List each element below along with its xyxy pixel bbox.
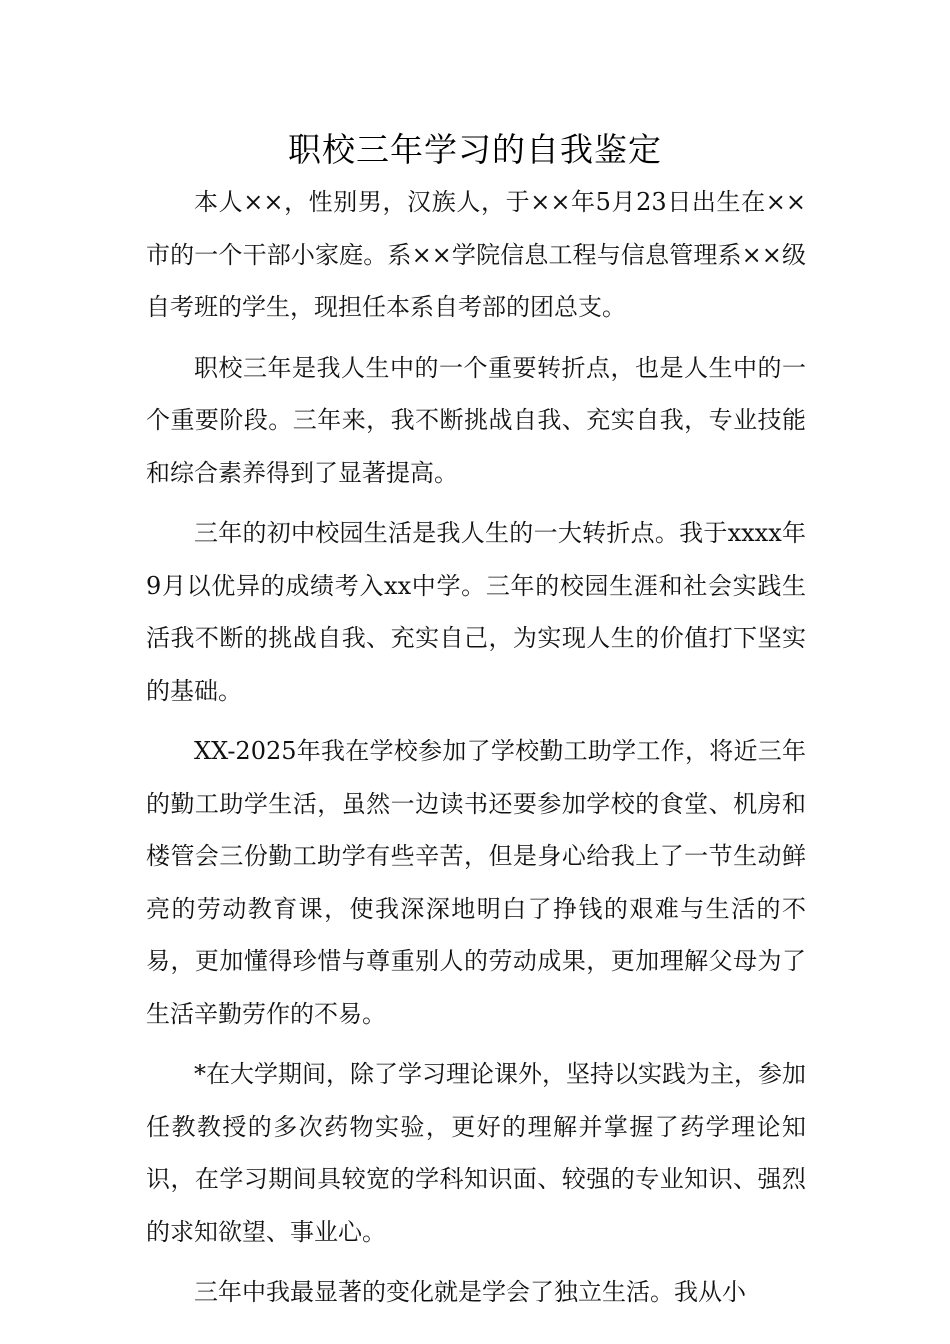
document-title: 职校三年学习的自我鉴定 bbox=[288, 130, 662, 169]
paragraph-independent-life: 三年中我最显著的变化就是学会了独立生活。我从小 bbox=[194, 1278, 746, 1306]
paragraph-middle-school: 三年的初中校园生活是我人生的一大转折点。我于xxxx年9月以优异的成绩考入xx中学。三年的校园生涯和社会实践生活我不断的挑战自我、充实自己，为实现人生的价值打下坚实的基础。 bbox=[146, 519, 806, 705]
paragraph-work-study: XX-2025年我在学校参加了学校勤工助学工作，将近三年的勤工助学生活，虽然一边读书还要参加学校的食堂、机房和楼管会三份勤工助学有些辛苦，但是身心给我上了一节生动鲜亮的劳动教育课，使我深深地明白了挣钱的艰难与生活的不易，更加懂得珍惜与尊重别人的劳动成果，更加理解父母为了生活辛勤劳作的不易。 bbox=[146, 737, 806, 1028]
paragraph-turning-point: 职校三年是我人生中的一个重要转折点，也是人生中的一个重要阶段。三年来，我不断挑战自我、充实自我，专业技能和综合素养得到了显著提高。 bbox=[146, 353, 806, 487]
paragraph-university: *在大学期间，除了学习理论课外，坚持以实践为主，参加任教教授的多次药物实验，更好的理解并掌握了药学理论知识，在学习期间具较宽的学科知识面、较强的专业知识、强烈的求知欲望、事业心。 bbox=[146, 1060, 806, 1246]
paragraph-personal-info: 本人××，性别男，汉族人，于××年5月23日出生在××市的一个干部小家庭。系××学院信息工程与信息管理系××级自考班的学生，现担任本系自考部的团总支。 bbox=[146, 188, 806, 321]
document-body bbox=[146, 176, 806, 1319]
